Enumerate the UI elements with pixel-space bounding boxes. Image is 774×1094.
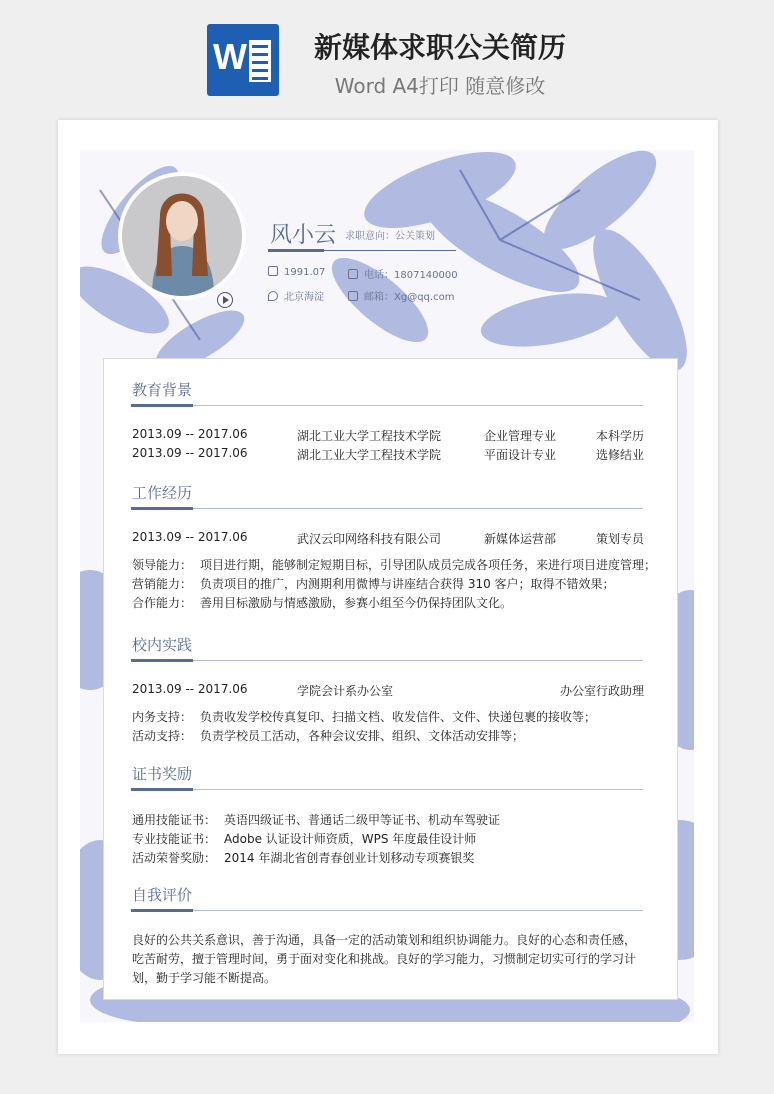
detail-value: 负责收发学校传真复印、扫描文档、收发信件、文件、快递包裹的接收等； — [200, 710, 597, 724]
edu-major: 企业管理专业 — [484, 429, 557, 443]
work-detail — [132, 594, 512, 611]
section-divider — [131, 508, 643, 509]
work-role: 策划专员 — [595, 532, 644, 546]
award-item — [132, 830, 476, 847]
play-icon[interactable] — [217, 292, 233, 308]
campus-detail — [132, 727, 524, 744]
detail-value: 负责学校员工活动，各种会议安排、组织、文体活动安排等； — [200, 729, 525, 743]
work-detail — [132, 556, 656, 573]
calendar-icon — [268, 266, 278, 276]
campus-role: 办公室行政助理 — [559, 684, 644, 698]
avatar — [118, 172, 246, 300]
name-divider — [268, 250, 456, 251]
email-info — [348, 288, 454, 303]
location-text: 北京海淀 — [284, 292, 324, 303]
detail-key: 活动支持： — [132, 729, 193, 743]
campus-detail — [132, 708, 596, 725]
section-title-work: 工作经历 — [132, 484, 193, 502]
section-title-self: 自我评价 — [132, 886, 193, 904]
birth-info — [268, 266, 325, 278]
self-evaluation-text: 良好的公共关系意识，善于沟通，具备一定的活动策划和组织协调能力。良好的心态和责任感，吃苦耐劳，擅于管理时间，勇于面对变化和挑战。良好的学习能力，习惯制定切实可行的学习计划，勤于学习能不断提高。 — [132, 933, 637, 985]
edu-major: 平面设计专业 — [484, 448, 557, 462]
location-pin-icon — [268, 291, 278, 301]
work-date: 2013.09 -- 2017.06 — [132, 530, 248, 544]
phone-info — [348, 266, 458, 281]
section-title-campus: 校内实践 — [132, 636, 193, 654]
phone-icon — [348, 269, 358, 279]
campus-org: 学院会计系办公室 — [297, 684, 394, 698]
mail-icon — [348, 291, 358, 301]
edu-date: 2013.09 -- 2017.06 — [132, 446, 248, 460]
section-divider — [131, 789, 643, 790]
section-title-education: 教育背景 — [132, 381, 193, 399]
award-key: 专业技能证书： — [132, 832, 217, 846]
profile-photo — [122, 176, 242, 296]
award-key: 通用技能证书： — [132, 813, 217, 827]
page-title: 新媒体求职公关简历 — [313, 31, 566, 64]
candidate-name: 风小云 — [270, 223, 337, 248]
document-lines-icon — [249, 40, 271, 82]
detail-key: 内务支持： — [132, 710, 193, 724]
detail-value: 善用目标激励与情感激励，参赛小组至今仍保持团队文化。 — [200, 596, 513, 610]
resume-content-card — [103, 358, 678, 1000]
section-divider — [131, 660, 643, 661]
word-app-icon — [207, 24, 279, 96]
phone-number: 电话：1807140000 — [364, 270, 458, 281]
award-item — [132, 849, 474, 866]
email-address: 邮箱：Xg@qq.com — [364, 292, 455, 303]
birth-date: 1991.07 — [284, 267, 326, 278]
award-value: 2014 年湖北省创青春创业计划移动专项赛银奖 — [224, 851, 475, 865]
detail-key: 领导能力： — [132, 558, 193, 572]
detail-key: 营销能力： — [132, 577, 193, 591]
edu-school: 湖北工业大学工程技术学院 — [297, 448, 442, 462]
detail-value: 项目进行期，能够制定短期目标，引导团队成员完成各项任务，来进行项目进度管理； — [200, 558, 657, 572]
job-intent: 求职意向：公关策划 — [345, 231, 435, 242]
page-subtitle: Word A4打印 随意修改 — [334, 74, 546, 98]
award-key: 活动荣誉奖励： — [132, 851, 217, 865]
detail-value: 负责项目的推广，内测期利用微博与讲座结合获得 310 客户；取得不错效果； — [200, 577, 615, 591]
award-value: 英语四级证书、普通话二级甲等证书、机动车驾驶证 — [224, 813, 501, 827]
work-detail — [132, 575, 615, 592]
section-title-awards: 证书奖励 — [132, 765, 193, 783]
section-divider — [131, 910, 643, 911]
campus-date: 2013.09 -- 2017.06 — [132, 682, 248, 696]
award-value: Adobe 认证设计师资质，WPS 年度最佳设计师 — [224, 832, 477, 846]
section-divider — [131, 405, 643, 406]
edu-date: 2013.09 -- 2017.06 — [132, 427, 248, 441]
detail-key: 合作能力： — [132, 596, 193, 610]
edu-degree: 选修结业 — [595, 448, 644, 462]
work-company: 武汉云印网络科技有限公司 — [297, 532, 442, 546]
edu-school: 湖北工业大学工程技术学院 — [297, 429, 442, 443]
award-item — [132, 811, 500, 828]
work-dept: 新媒体运营部 — [484, 532, 557, 546]
edu-degree: 本科学历 — [595, 429, 644, 443]
word-icon-letter: W — [213, 36, 247, 77]
location-info — [268, 288, 324, 303]
